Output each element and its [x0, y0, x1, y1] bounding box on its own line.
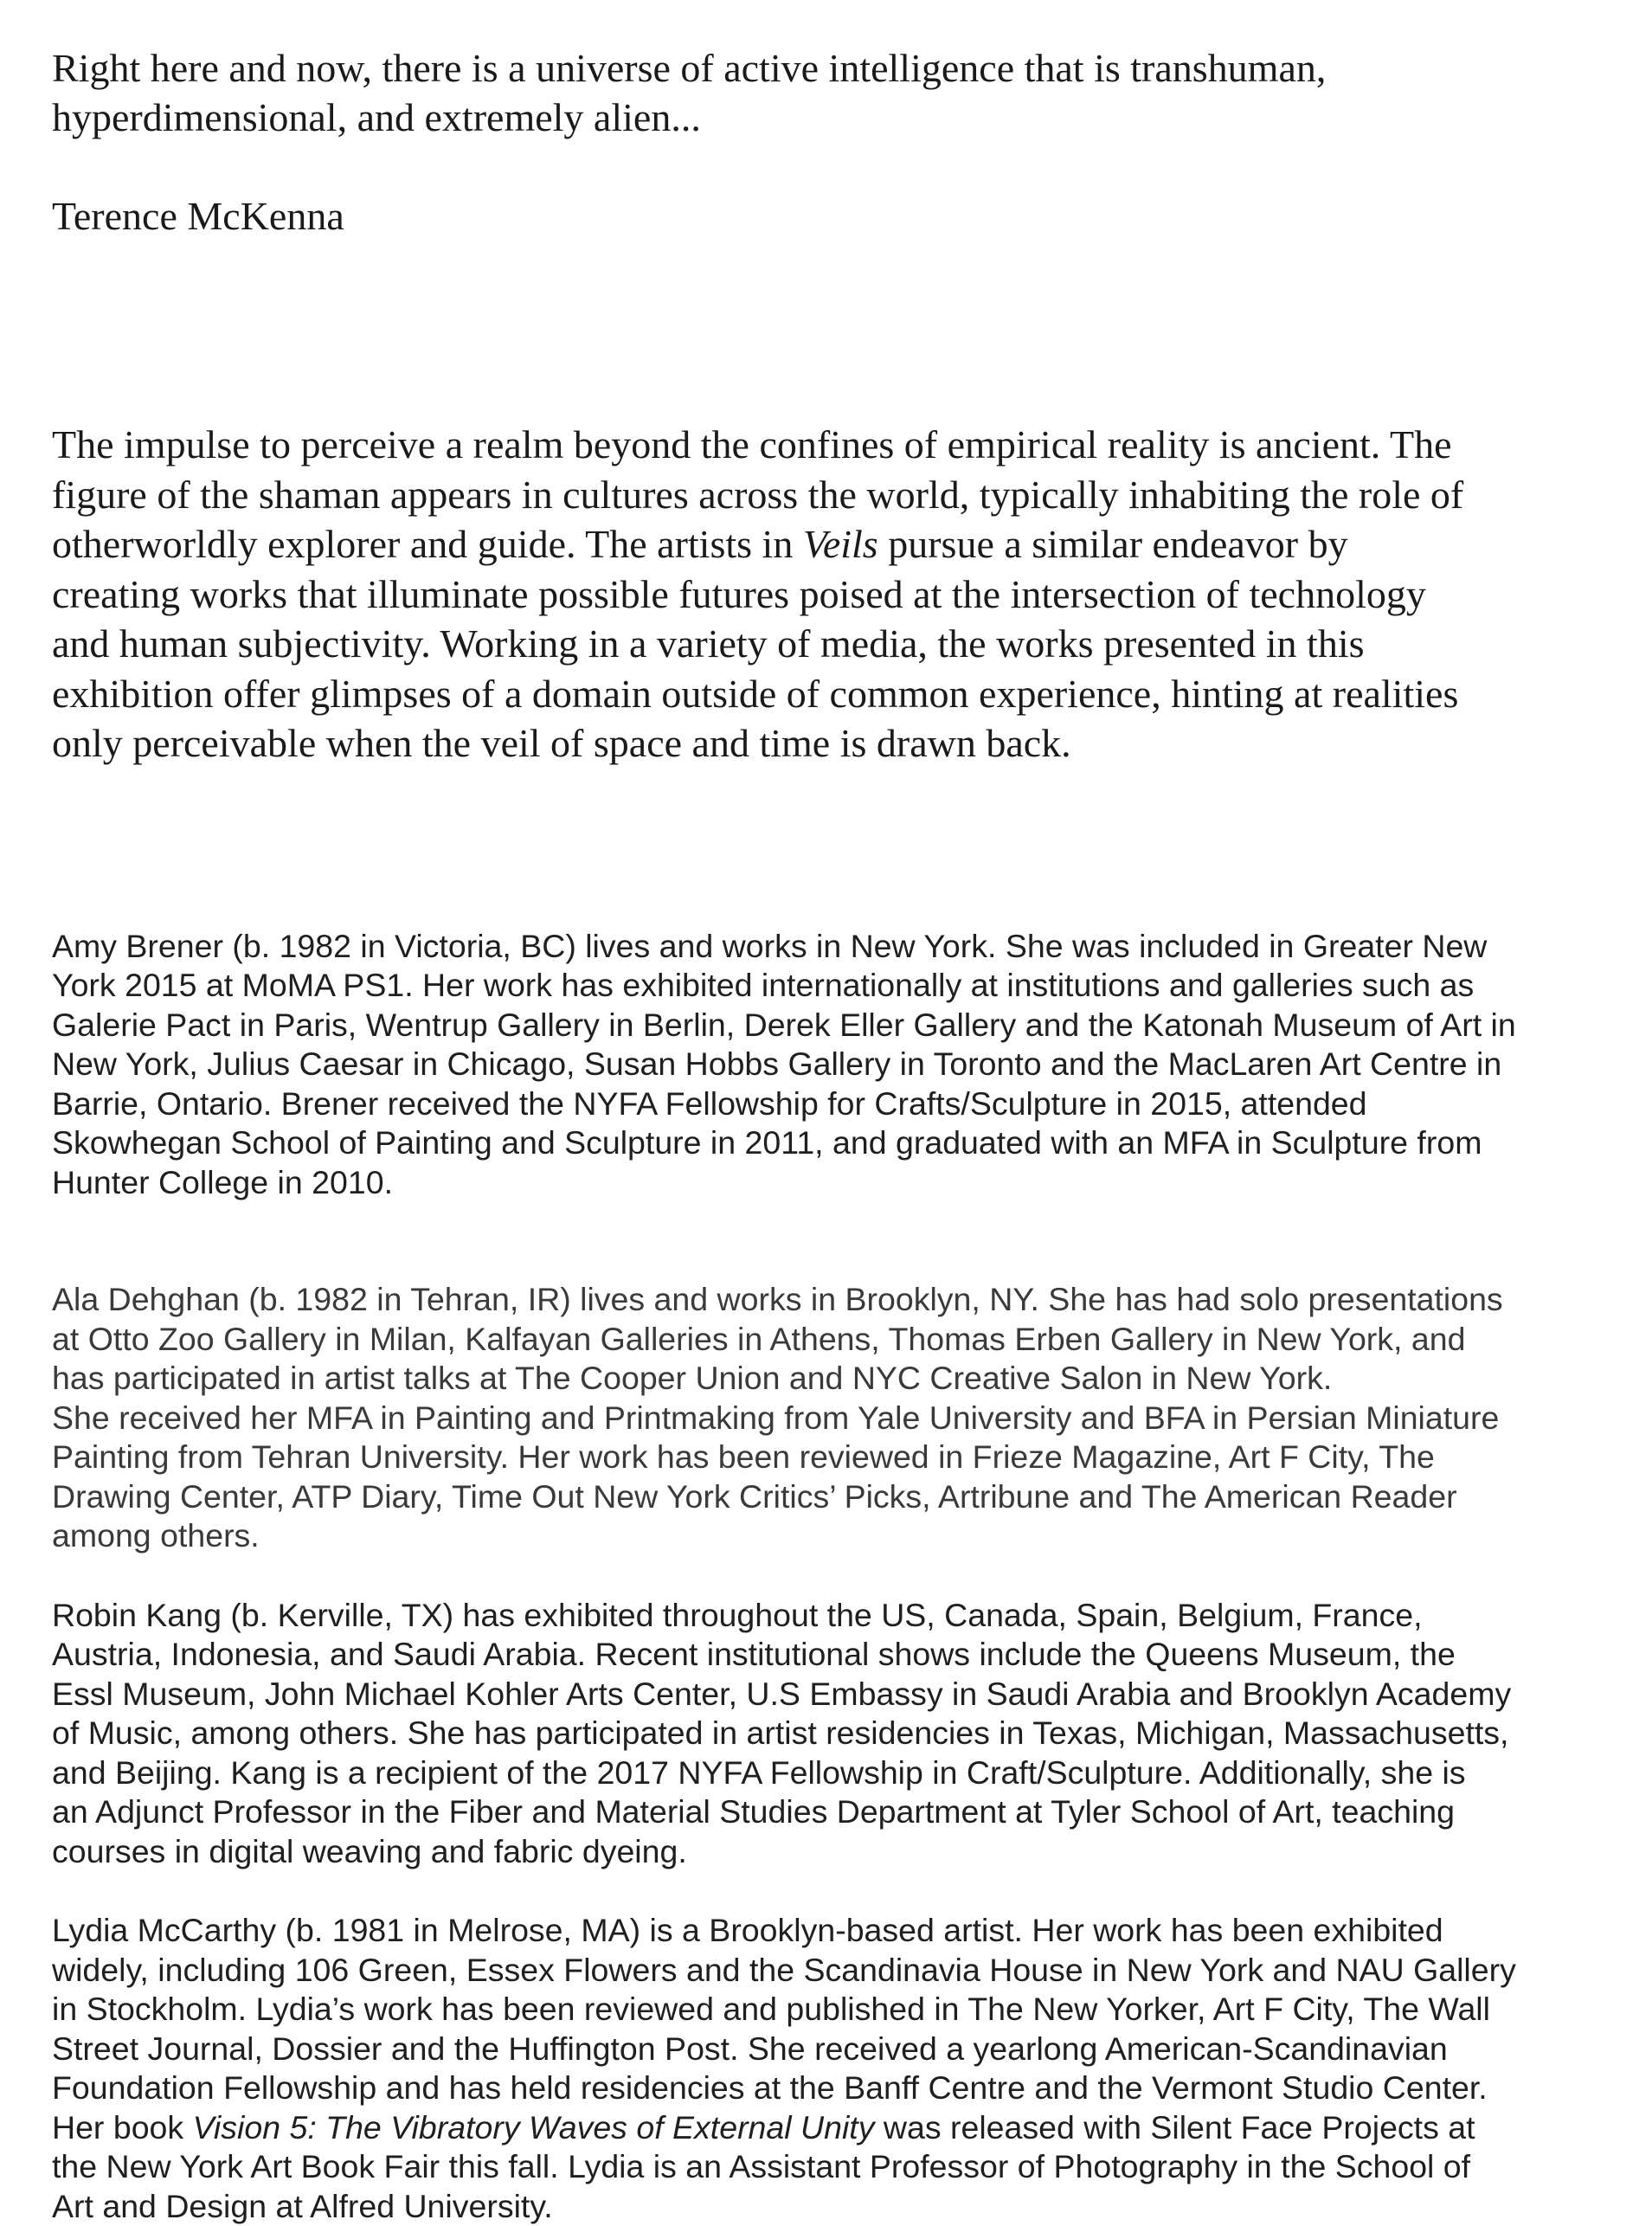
intro-paragraph: [52, 420, 1627, 769]
bio-line: Essl Museum, John Michael Kohler Arts Center, U.S Embassy in Saudi Arabia and Brooklyn Academy: [52, 1675, 1627, 1715]
bio-line: of Music, among others. She has participated in artist residencies in Texas, Michigan, Massachusetts,: [52, 1714, 1627, 1753]
bio-line: Hunter College in 2010.: [52, 1163, 1627, 1203]
document-page: [52, 43, 1627, 2226]
quote-line: hyperdimensional, and extremely alien...: [52, 93, 1627, 142]
bio-line: York 2015 at MoMA PS1. Her work has exhibited internationally at institutions and galleries such as: [52, 966, 1627, 1006]
bio-lydia-mccarthy: [52, 1911, 1627, 2226]
bio-ala-dehghan: [52, 1280, 1627, 1556]
bio-line: Austria, Indonesia, and Saudi Arabia. Recent institutional shows include the Queens Museum, the: [52, 1635, 1627, 1675]
bio-line: Amy Brener (b. 1982 in Victoria, BC) lives and works in New York. She was included in Greater New: [52, 927, 1627, 967]
bio-line: in Stockholm. Lydia’s work has been reviewed and published in The New Yorker, Art F City, The Wall: [52, 1990, 1627, 2030]
epigraph-author: Terence McKenna: [52, 191, 1627, 241]
bio-line: Lydia McCarthy (b. 1981 in Melrose, MA) is a Brooklyn-based artist. Her work has been exhibited: [52, 1911, 1627, 1951]
intro-line: [52, 519, 1627, 569]
bio-text: Her book: [52, 2109, 193, 2146]
epigraph-quote: [52, 43, 1627, 142]
intro-line: exhibition offer glimpses of a domain outside of common experience, hinting at realities: [52, 669, 1627, 719]
intro-line: figure of the shaman appears in cultures across the world, typically inhabiting the role of: [52, 470, 1627, 520]
intro-text: otherworldly explorer and guide. The artists in: [52, 522, 803, 566]
bio-line: widely, including 106 Green, Essex Flowers and the Scandinavia House in New York and NAU Gallery: [52, 1951, 1627, 1991]
book-title: Vision 5: The Vibratory Waves of External Unity: [193, 2109, 875, 2146]
intro-text: pursue a similar endeavor by: [878, 522, 1348, 566]
bio-line: has participated in artist talks at The Cooper Union and NYC Creative Salon in New York.: [52, 1359, 1627, 1399]
bio-line: an Adjunct Professor in the Fiber and Material Studies Department at Tyler School of Art, teaching: [52, 1792, 1627, 1832]
bio-line: She received her MFA in Painting and Printmaking from Yale University and BFA in Persian Miniature: [52, 1399, 1627, 1438]
bio-line: the New York Art Book Fair this fall. Lydia is an Assistant Professor of Photography in the School of: [52, 2147, 1627, 2187]
bio-line: and Beijing. Kang is a recipient of the 2017 NYFA Fellowship in Craft/Sculpture. Additionally, she is: [52, 1753, 1627, 1793]
exhibition-title: Veils: [803, 522, 878, 566]
intro-line: The impulse to perceive a realm beyond the confines of empirical reality is ancient. The: [52, 420, 1627, 470]
bio-line: New York, Julius Caesar in Chicago, Susan Hobbs Gallery in Toronto and the MacLaren Art Centre in: [52, 1045, 1627, 1084]
bio-line: Painting from Tehran University. Her work has been reviewed in Frieze Magazine, Art F City, The: [52, 1438, 1627, 1477]
bio-line: Galerie Pact in Paris, Wentrup Gallery in Berlin, Derek Eller Gallery and the Katonah Museum of Art in: [52, 1006, 1627, 1045]
bio-line: among others.: [52, 1516, 1627, 1556]
artist-bios: [52, 927, 1627, 2226]
intro-line: and human subjectivity. Working in a variety of media, the works presented in this: [52, 619, 1627, 669]
bio-line: Barrie, Ontario. Brener received the NYFA Fellowship for Crafts/Sculpture in 2015, attended: [52, 1084, 1627, 1124]
bio-line: Foundation Fellowship and has held residencies at the Banff Centre and the Vermont Studio Center.: [52, 2068, 1627, 2108]
bio-line: courses in digital weaving and fabric dyeing.: [52, 1832, 1627, 1872]
bio-line: Robin Kang (b. Kerville, TX) has exhibited throughout the US, Canada, Spain, Belgium, France,: [52, 1596, 1627, 1636]
bio-line: Drawing Center, ATP Diary, Time Out New York Critics’ Picks, Artribune and The American Reader: [52, 1477, 1627, 1517]
bio-robin-kang: [52, 1596, 1627, 1872]
intro-line: only perceivable when the veil of space and time is drawn back.: [52, 718, 1627, 769]
bio-line: Skowhegan School of Painting and Sculpture in 2011, and graduated with an MFA in Sculpture from: [52, 1123, 1627, 1163]
bio-line: Art and Design at Alfred University.: [52, 2187, 1627, 2226]
bio-line: Street Journal, Dossier and the Huffington Post. She received a yearlong American-Scandinavian: [52, 2030, 1627, 2069]
bio-text: was released with Silent Face Projects at: [874, 2109, 1475, 2146]
bio-amy-brener: [52, 927, 1627, 1203]
bio-line: at Otto Zoo Gallery in Milan, Kalfayan Galleries in Athens, Thomas Erben Gallery in New York, and: [52, 1320, 1627, 1360]
bio-line: Ala Dehghan (b. 1982 in Tehran, IR) lives and works in Brooklyn, NY. She has had solo presentations: [52, 1280, 1627, 1320]
bio-line: [52, 2108, 1627, 2148]
quote-line: Right here and now, there is a universe of active intelligence that is transhuman,: [52, 43, 1627, 93]
intro-line: creating works that illuminate possible futures poised at the intersection of technology: [52, 569, 1627, 620]
